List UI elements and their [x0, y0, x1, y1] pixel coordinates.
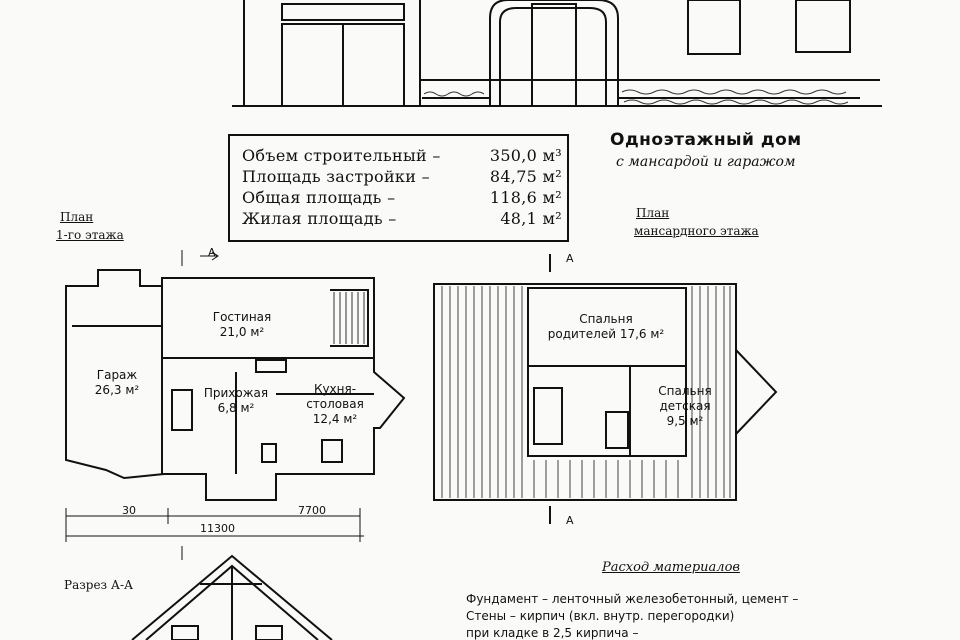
materials-line-3: при кладке в 2,5 кирпича – [466, 626, 639, 640]
room-kids-sub: детская [659, 399, 711, 413]
spec-footprint-value: 84,75 м² [489, 167, 562, 186]
room-kitchen [300, 382, 370, 427]
spec-living-area [242, 209, 562, 229]
dimension-11300: 11300 [200, 522, 235, 535]
house-title: Одноэтажный дом [610, 130, 802, 150]
room-kids-area: 9,5 м² [666, 414, 704, 428]
room-kids-name: Спальня [658, 384, 712, 398]
specs-box [228, 134, 569, 242]
room-parents-bedroom [536, 312, 676, 342]
attic-plan-sublabel: мансардного этажа [634, 224, 759, 238]
section-a-a [132, 556, 332, 640]
room-garage [90, 368, 144, 398]
facade [232, 0, 882, 106]
materials-line-1: Фундамент – ленточный железобетонный, цемент – [466, 592, 799, 606]
room-kids-bedroom [646, 384, 724, 429]
room-living [200, 310, 284, 340]
room-kitchen-name-2: столовая [306, 397, 364, 411]
room-hall-area: 6,8 м² [217, 401, 255, 415]
room-garage-area: 26,3 м² [94, 383, 140, 397]
dimension-30: 30 [122, 504, 136, 517]
spec-footprint-label: Площадь застройки – [242, 167, 430, 186]
spec-volume [242, 146, 562, 166]
spec-volume-label: Объем строительный – [242, 146, 441, 165]
room-hall-name: Прихожая [203, 386, 269, 400]
room-living-name: Гостиная [212, 310, 272, 324]
first-floor-plan-label: План [60, 210, 94, 224]
attic-section-mark-top: А [566, 252, 574, 265]
materials-heading: Расход материалов [602, 560, 740, 575]
room-kitchen-name-1: Кухня- [313, 382, 357, 396]
spec-total-area-label: Общая площадь – [242, 188, 396, 207]
room-kitchen-area: 12,4 м² [312, 412, 358, 426]
materials-line-2: Стены – кирпич (вкл. внутр. перегородки) [466, 609, 735, 623]
first-floor-section-mark: А [208, 246, 216, 259]
section-label: Разрез А-А [64, 578, 134, 592]
room-living-area: 21,0 м² [219, 325, 265, 339]
first-floor-plan-sublabel: 1-го этажа [56, 228, 124, 242]
room-hall [198, 386, 274, 416]
room-parents-name: Спальня [579, 312, 633, 326]
dimension-7700: 7700 [298, 504, 326, 517]
room-parents-area: родителей 17,6 м² [547, 327, 665, 341]
first-floor-stair-hatch [334, 292, 364, 344]
spec-footprint [242, 167, 562, 187]
attic-plan-label: План [636, 206, 670, 220]
attic-section-mark-bottom: А [566, 514, 574, 527]
spec-total-area-value: 118,6 м² [489, 188, 562, 207]
spec-volume-value: 350,0 м³ [489, 146, 562, 165]
room-garage-name: Гараж [96, 368, 138, 382]
house-subtitle: с мансардой и гаражом [616, 154, 796, 170]
spec-total-area [242, 188, 562, 208]
spec-living-area-value: 48,1 м² [500, 209, 562, 228]
spec-living-area-label: Жилая площадь – [242, 209, 397, 228]
